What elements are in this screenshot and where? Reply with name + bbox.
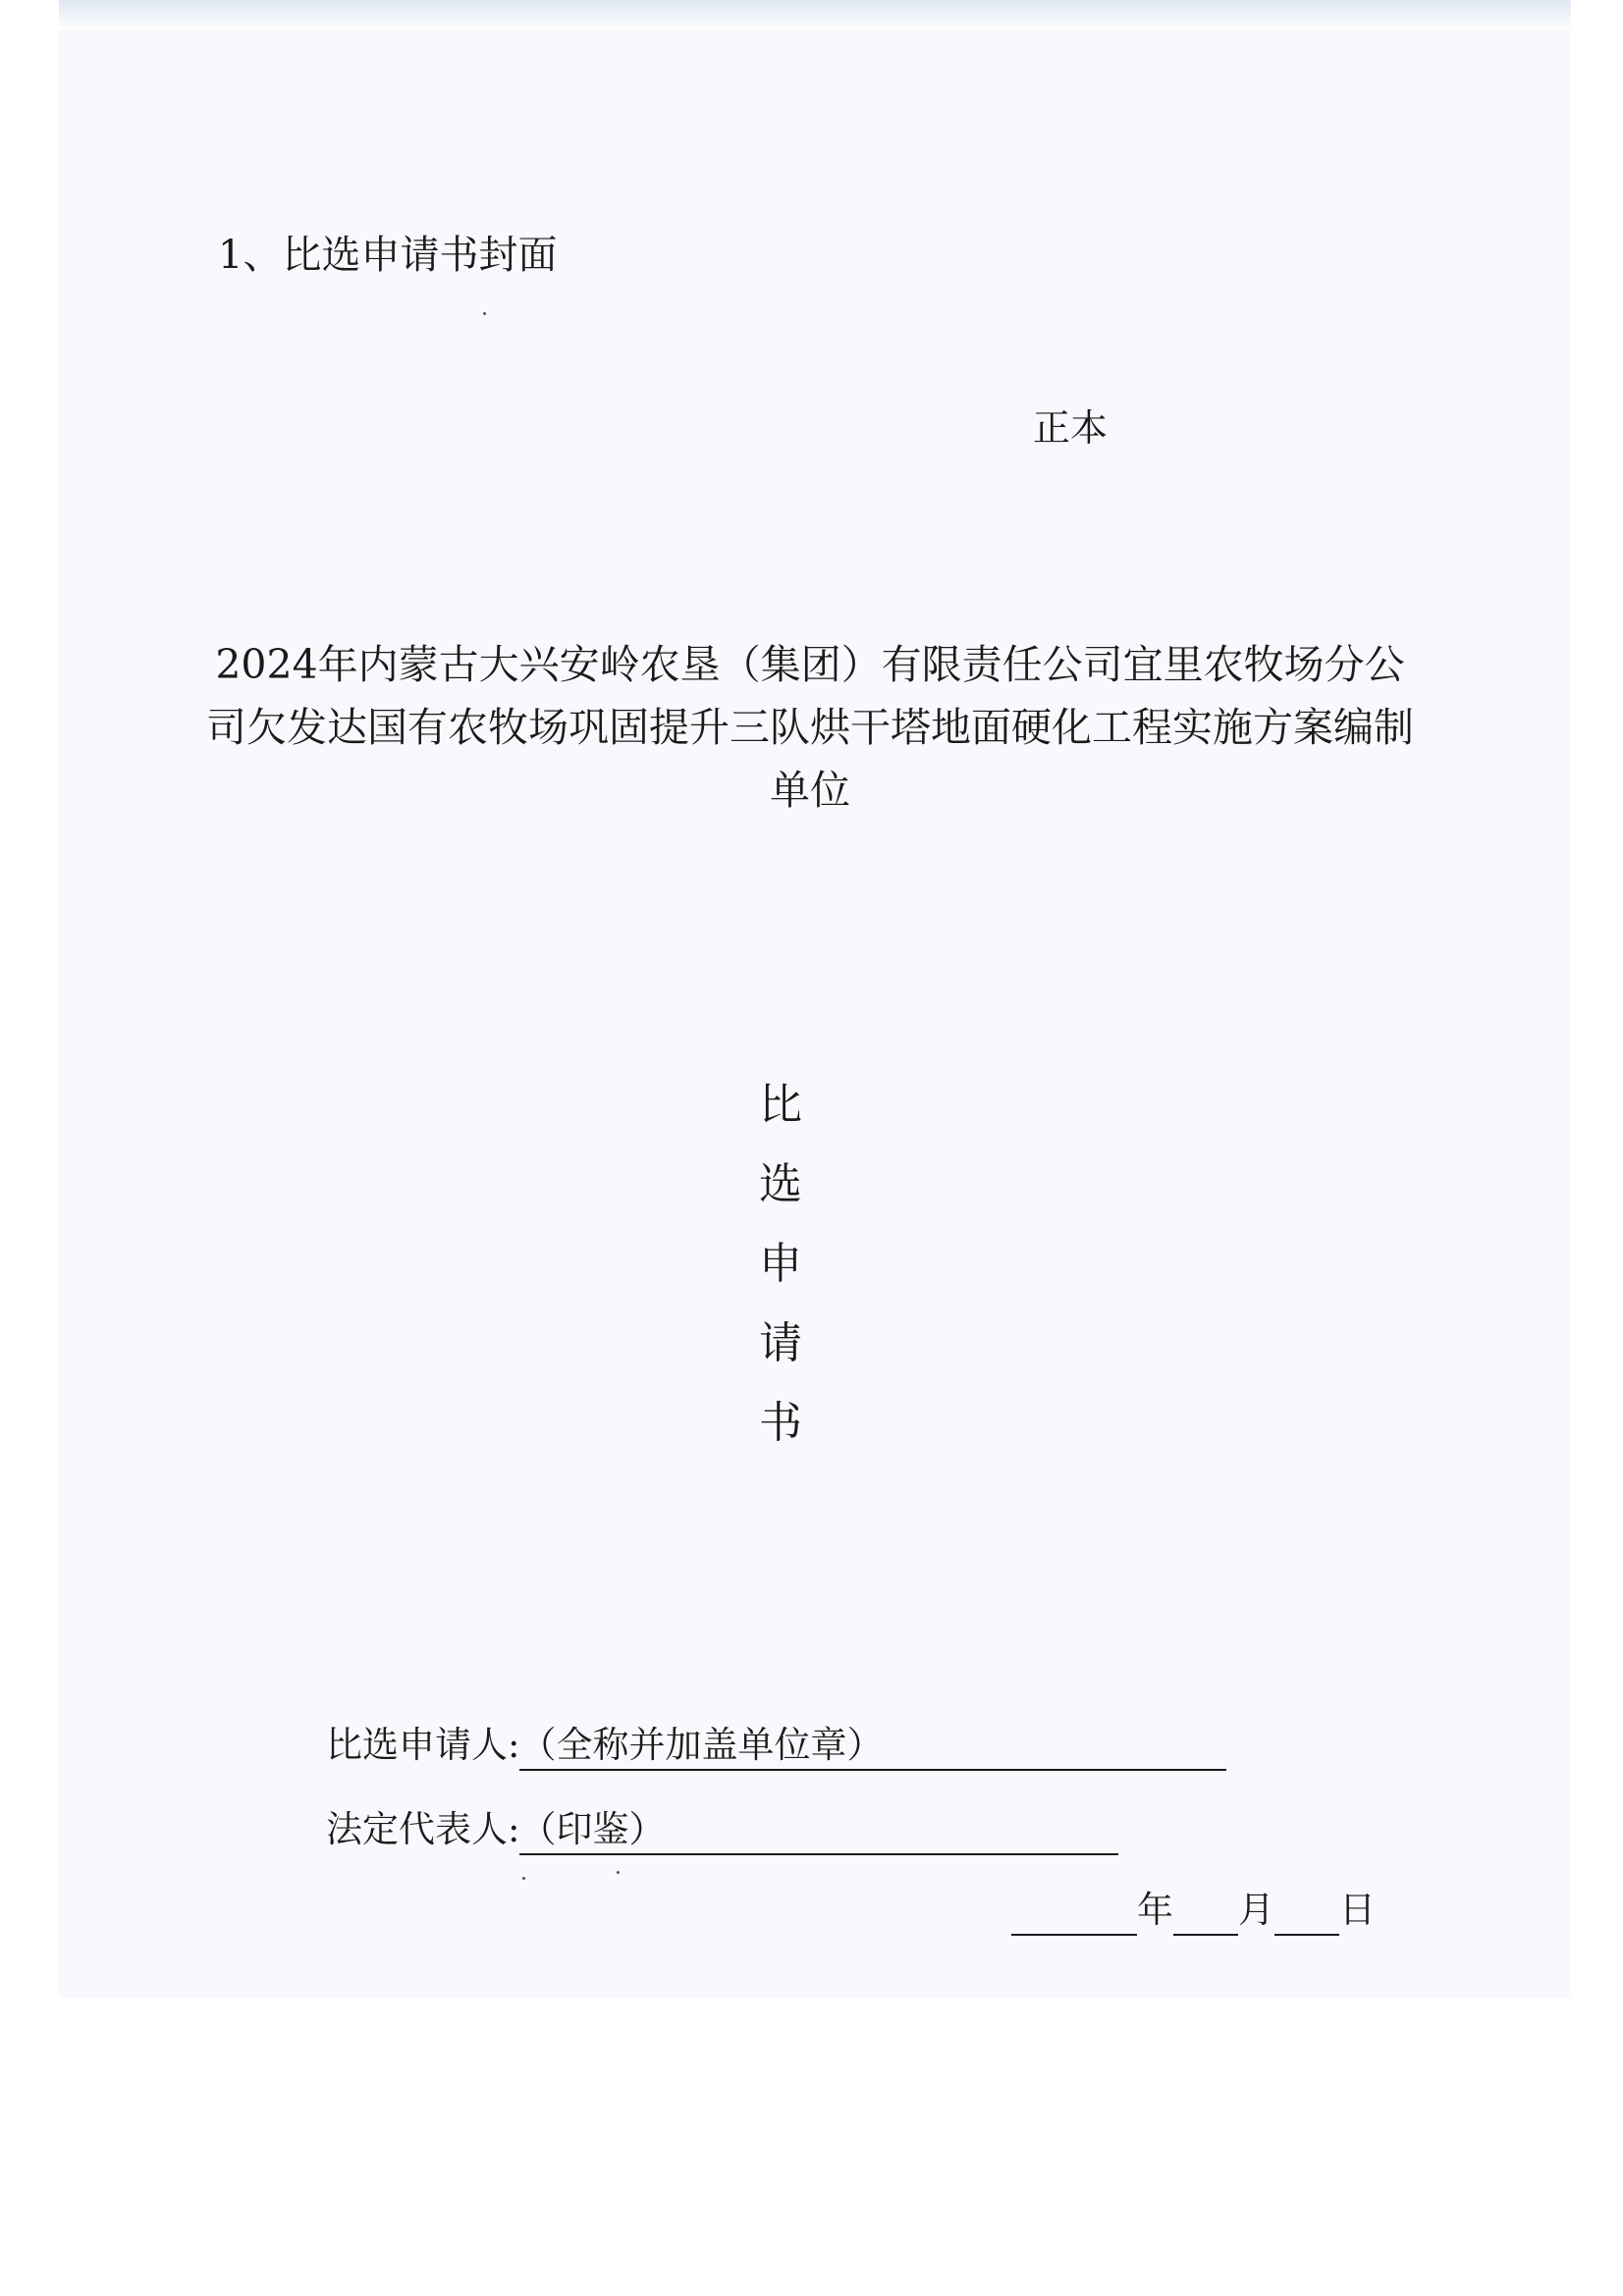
legal-rep-label: 法定代表人: <box>326 1808 520 1850</box>
applicant-hint: （全称并加盖单位章） <box>519 1724 884 1766</box>
day-blank[interactable] <box>1274 1891 1339 1936</box>
scan-edge <box>59 0 1571 29</box>
title-char: 选 <box>759 1159 802 1209</box>
month-label: 月 <box>1238 1889 1274 1931</box>
section-heading: 1、比选申请书封面 <box>218 233 558 278</box>
document-title-vertical <box>751 1065 810 1463</box>
date-line <box>1011 1885 1376 1936</box>
applicant-field[interactable] <box>519 1722 1226 1771</box>
applicant-line <box>326 1720 1226 1771</box>
title-char: 申 <box>759 1239 802 1289</box>
day-label: 日 <box>1339 1889 1376 1931</box>
year-blank[interactable] <box>1011 1891 1137 1936</box>
title-char: 书 <box>759 1398 802 1448</box>
scan-speck <box>483 312 486 315</box>
legal-rep-field[interactable] <box>519 1806 1118 1855</box>
legal-rep-hint: （印鉴） <box>519 1808 666 1850</box>
scan-speck <box>617 1871 620 1874</box>
project-title: 2024年内蒙古大兴安岭农垦（集团）有限责任公司宜里农牧场分公司欠发达国有农牧场巩固提升三队烘干塔地面硬化工程实施方案编制单位 <box>206 641 1414 814</box>
year-label: 年 <box>1137 1889 1173 1931</box>
month-blank[interactable] <box>1173 1891 1238 1936</box>
document-page <box>59 29 1571 1998</box>
legal-rep-line <box>326 1804 1118 1855</box>
title-char: 比 <box>759 1080 802 1130</box>
title-char: 请 <box>759 1318 802 1368</box>
scan-speck <box>522 1877 525 1880</box>
original-copy-mark: 正本 <box>1033 406 1109 450</box>
applicant-label: 比选申请人: <box>326 1724 520 1766</box>
